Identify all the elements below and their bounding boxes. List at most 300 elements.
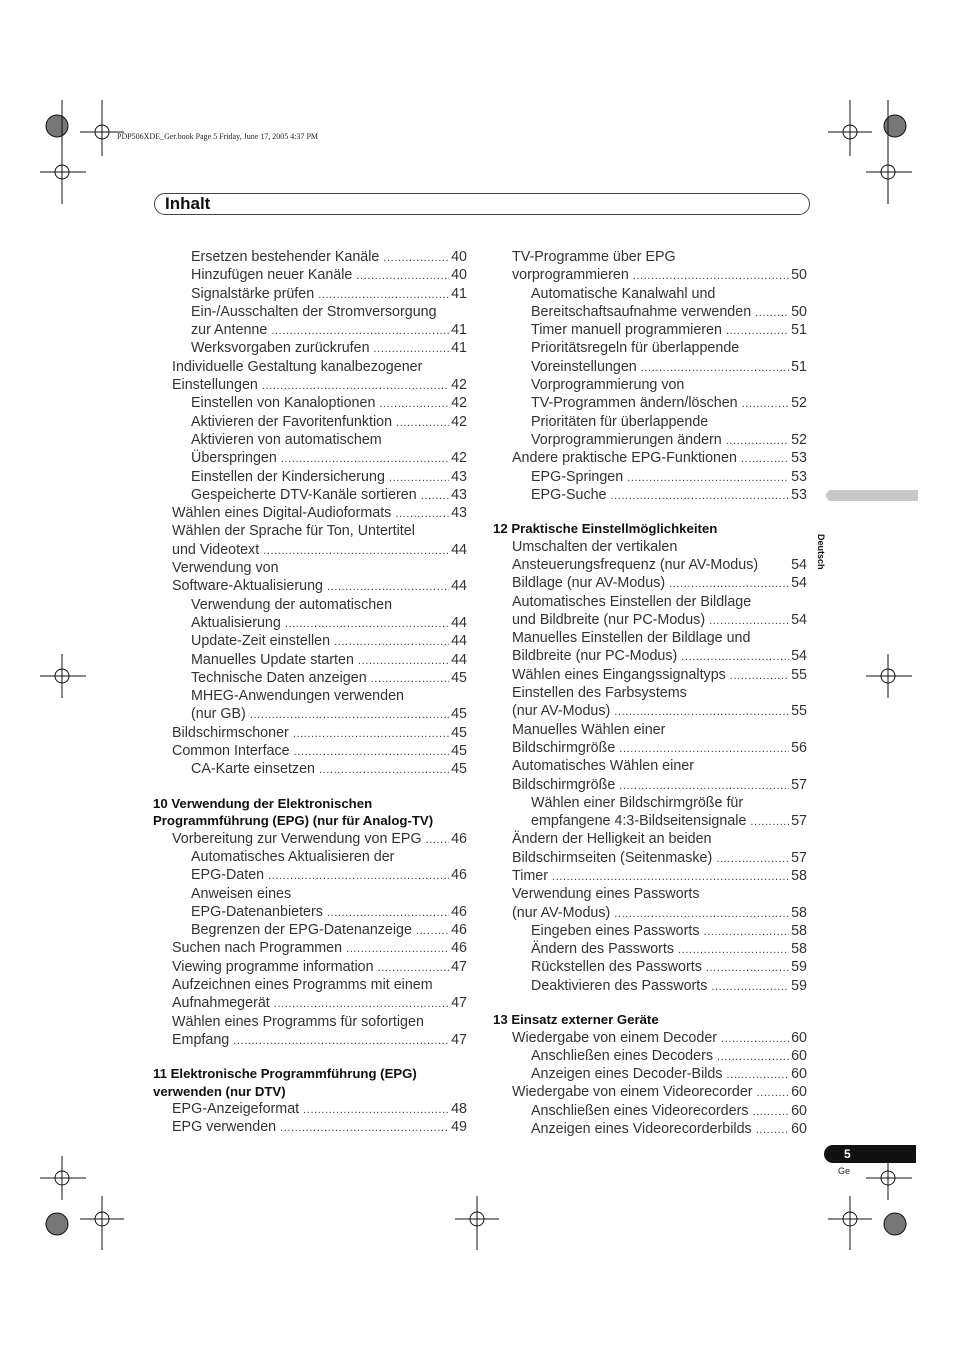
- toc-entry-title: Wählen eines Digital-Audioformats: [172, 505, 392, 522]
- toc-entry: [153, 651, 467, 669]
- toc-entry-line: [493, 413, 807, 431]
- toc-entry-title: Timer manuell programmieren: [531, 322, 722, 339]
- toc-leader-dots: [756, 1120, 789, 1138]
- toc-entry-line: [493, 285, 807, 303]
- book-file-info: PDP506XDE_Ger.book Page 5 Friday, June 17, 2005 4:37 PM: [117, 132, 319, 141]
- toc-leader-dots: [753, 1102, 790, 1120]
- toc-page-number: 43: [451, 505, 467, 522]
- toc-entry-title: Deaktivieren des Passworts: [531, 977, 708, 994]
- toc-entry-line: [493, 339, 807, 357]
- toc-entry-title: Ein-/Ausschalten der Stromversorgung: [191, 303, 437, 320]
- section-gap: [493, 995, 807, 1011]
- toc-entry: [493, 977, 807, 995]
- toc-page-number: 45: [451, 724, 467, 741]
- toc-chapter-heading: verwenden (nur DTV): [153, 1083, 286, 1099]
- toc-leader-dots: [327, 903, 449, 921]
- toc-entry-title: (nur AV-Modus): [512, 703, 611, 720]
- toc-entry-line: [153, 976, 467, 994]
- toc-entry-title: Verwendung von: [172, 560, 279, 577]
- toc-leader-dots: [742, 394, 789, 412]
- toc-entry-line: [493, 885, 807, 903]
- toc-entry-title: Umschalten der vertikalen: [512, 538, 678, 555]
- toc-entry-title: Anzeigen eines Decoder-Bilds: [531, 1066, 723, 1083]
- toc-entry: [153, 939, 467, 957]
- toc-entry: [493, 739, 807, 757]
- toc-page-number: 57: [791, 776, 807, 793]
- toc-entry-title: empfangene 4:3-Bildseitensignale: [531, 813, 747, 830]
- toc-entry-line: [493, 538, 807, 556]
- toc-leader-dots: [262, 376, 449, 394]
- toc-page-number: 54: [791, 556, 807, 573]
- toc-leader-dots: [627, 468, 789, 486]
- toc-entry: [153, 468, 467, 486]
- toc-leader-dots: [716, 849, 789, 867]
- toc-entry: [153, 760, 467, 778]
- toc-entry-line: [153, 303, 467, 321]
- toc-entry-title: Manuelles Update starten: [191, 651, 354, 668]
- toc-leader-dots: [233, 1031, 449, 1049]
- toc-entry-title: Bildschirmgröße: [512, 776, 616, 793]
- toc-page-number: 45: [451, 669, 467, 686]
- toc-entry: [493, 922, 807, 940]
- toc-page-number: 44: [451, 578, 467, 595]
- toc-leader-dots: [358, 651, 449, 669]
- toc-entry: [493, 321, 807, 339]
- toc-entry: [493, 394, 807, 412]
- toc-leader-dots: [681, 647, 789, 665]
- toc-page-number: 60: [791, 1084, 807, 1101]
- toc-entry: [153, 705, 467, 723]
- toc-leader-dots: [711, 977, 789, 995]
- toc-entry: [153, 376, 467, 394]
- toc-leader-dots: [552, 867, 789, 885]
- toc-entry-title: Anschließen eines Decoders: [531, 1047, 713, 1064]
- page-number: 5: [844, 1147, 851, 1161]
- toc-page-number: 60: [791, 1121, 807, 1138]
- toc-page-number: 53: [791, 450, 807, 467]
- toc-entry-line: [153, 358, 467, 376]
- toc-entry-title: Bildlage (nur AV-Modus): [512, 575, 666, 592]
- toc-entry-line: [493, 629, 807, 647]
- toc-entry: [493, 486, 807, 504]
- toc-entry: [493, 611, 807, 629]
- toc-leader-dots: [757, 1083, 790, 1101]
- toc-entry: [493, 1102, 807, 1120]
- toc-leader-dots: [709, 611, 789, 629]
- toc-entry-title: Überspringen: [191, 450, 277, 467]
- toc-page-number: 51: [791, 358, 807, 375]
- toc-leader-dots: [611, 486, 790, 504]
- toc-leader-dots: [271, 321, 449, 339]
- toc-leader-dots: [285, 614, 449, 632]
- toc-leader-dots: [717, 1047, 789, 1065]
- toc-entry-title: Update-Zeit einstellen: [191, 633, 331, 650]
- toc-leader-dots: [726, 431, 789, 449]
- page-language-code: Ge: [838, 1166, 851, 1176]
- toc-entry: [153, 577, 467, 595]
- toc-leader-dots: [281, 449, 449, 467]
- toc-entry: [153, 1031, 467, 1049]
- toc-entry: [493, 666, 807, 684]
- toc-entry: [493, 1029, 807, 1047]
- toc-page-number: 46: [451, 867, 467, 884]
- toc-leader-dots: [374, 339, 450, 357]
- toc-leader-dots: [379, 394, 449, 412]
- toc-entry-title: EPG-Springen: [531, 468, 624, 485]
- toc-entry: [153, 413, 467, 431]
- toc-entry-title: Technische Daten anzeigen: [191, 669, 367, 686]
- toc-entry: [153, 1118, 467, 1136]
- toc-entry-line: [493, 830, 807, 848]
- toc-entry-title: Aktivieren der Favoritenfunktion: [191, 413, 393, 430]
- toc-leader-dots: [327, 577, 449, 595]
- page-title: Inhalt: [165, 194, 211, 213]
- toc-leader-dots: [721, 1029, 789, 1047]
- toc-entry: [493, 556, 807, 574]
- toc-entry-title: zur Antenne: [191, 322, 268, 339]
- toc-page-number: 45: [451, 706, 467, 723]
- toc-page-number: 55: [791, 703, 807, 720]
- toc-entry-title: Rückstellen des Passworts: [531, 959, 702, 976]
- toc-chapter-heading: 11 Elektronische Programmführung (EPG): [153, 1066, 417, 1082]
- toc-leader-dots: [726, 321, 789, 339]
- toc-entry-title: Wählen der Sprache für Ton, Untertitel: [172, 523, 415, 540]
- toc-entry: [493, 958, 807, 976]
- toc-entry-title: Vorprogrammierungen ändern: [531, 431, 722, 448]
- toc-entry-title: Viewing programme information: [172, 958, 374, 975]
- toc-entry-title: Anweisen eines: [191, 885, 292, 902]
- toc-leader-dots: [416, 921, 449, 939]
- toc-entry: [493, 358, 807, 376]
- toc-entry-title: Manuelles Einstellen der Bildlage und: [512, 630, 751, 647]
- toc-entry-title: Begrenzen der EPG-Datenanzeige: [191, 922, 412, 939]
- toc-chapter-heading: 12 Praktische Einstellmöglichkeiten: [493, 521, 718, 537]
- toc-page-number: 53: [791, 468, 807, 485]
- toc-page-number: 44: [451, 633, 467, 650]
- toc-entry-title: Automatisches Wählen einer: [512, 758, 694, 775]
- toc-entry: [493, 849, 807, 867]
- toc-left-column: [153, 248, 467, 1137]
- toc-entry-title: Automatisches Einstellen der Bildlage: [512, 593, 752, 610]
- toc-leader-dots: [614, 904, 789, 922]
- toc-entry-title: Empfang: [172, 1031, 230, 1048]
- toc-entry-title: Wählen einer Bildschirmgröße für: [531, 794, 744, 811]
- toc-entry-title: vorprogrammieren: [512, 267, 629, 284]
- toc-entry: [153, 669, 467, 687]
- toc-entry: [493, 702, 807, 720]
- toc-entry-title: EPG-Datenanbieters: [191, 903, 323, 920]
- toc-page-number: 50: [791, 303, 807, 320]
- toc-page-number: 49: [451, 1119, 467, 1136]
- toc-entry: [153, 541, 467, 559]
- toc-entry-title: Ändern des Passworts: [531, 941, 675, 958]
- toc-entry-title: Common Interface: [172, 743, 290, 760]
- toc-entry-title: Software-Aktualisierung: [172, 578, 323, 595]
- toc-leader-dots: [633, 266, 789, 284]
- toc-entry-title: Ersetzen bestehender Kanäle: [191, 249, 380, 265]
- toc-page-number: 42: [451, 377, 467, 394]
- toc-entry-line: [153, 885, 467, 903]
- toc-page-number: 41: [451, 340, 467, 357]
- toc-entry-title: Wählen eines Eingangssignaltyps: [512, 666, 726, 683]
- toc-page-number: 45: [451, 743, 467, 760]
- toc-entry: [153, 248, 467, 266]
- toc-page-number: 52: [791, 395, 807, 412]
- toc-entry-line: [153, 431, 467, 449]
- page-number-badge: [824, 1145, 916, 1163]
- toc-page-number: 50: [791, 267, 807, 284]
- toc-entry: [493, 776, 807, 794]
- toc-entry-line: [153, 1013, 467, 1031]
- toc-entry: [493, 574, 807, 592]
- toc-entry-title: Automatisches Aktualisieren der: [191, 848, 395, 865]
- toc-entry: [493, 647, 807, 665]
- toc-page-number: 54: [791, 648, 807, 665]
- toc-leader-dots: [334, 632, 449, 650]
- toc-page-number: 54: [791, 575, 807, 592]
- toc-page-number: 57: [791, 849, 807, 866]
- toc-page-number: 44: [451, 651, 467, 668]
- toc-entry-title: Andere praktische EPG-Funktionen: [512, 450, 737, 467]
- toc-page-number: 43: [451, 468, 467, 485]
- toc-page-number: 57: [791, 813, 807, 830]
- toc-page-number: 54: [791, 611, 807, 628]
- toc-page-number: 56: [791, 739, 807, 756]
- toc-entry: [153, 266, 467, 284]
- toc-leader-dots: [319, 760, 449, 778]
- toc-page-number: 60: [791, 1066, 807, 1083]
- toc-entry: [493, 904, 807, 922]
- toc-entry: [493, 1047, 807, 1065]
- toc-entry: [153, 632, 467, 650]
- toc-entry: [153, 742, 467, 760]
- toc-entry-title: Gespeicherte DTV-Kanäle sortieren: [191, 486, 417, 503]
- toc-entry-line: [153, 522, 467, 540]
- toc-page-number: 52: [791, 431, 807, 448]
- toc-entry-line: [153, 848, 467, 866]
- toc-entry-title: Bildbreite (nur PC-Modus): [512, 648, 678, 665]
- toc-entry-title: Eingeben eines Passworts: [531, 922, 700, 939]
- toc-leader-dots: [383, 248, 449, 266]
- toc-leader-dots: [755, 303, 789, 321]
- toc-entry-title: und Bildbreite (nur PC-Modus): [512, 611, 706, 628]
- toc-right-column: [493, 248, 807, 1138]
- toc-entry: [493, 940, 807, 958]
- toc-page-number: 59: [791, 959, 807, 976]
- toc-page-number: 48: [451, 1101, 467, 1118]
- toc-entry: [493, 1083, 807, 1101]
- toc-page-number: 46: [451, 922, 467, 939]
- toc-chapter-heading: 10 Verwendung der Elektronischen: [153, 795, 373, 811]
- toc-leader-dots: [294, 742, 449, 760]
- toc-entry-line: [493, 794, 807, 812]
- toc-page-number: 58: [791, 868, 807, 884]
- toc-entry-title: Vorbereitung zur Verwendung von EPG: [172, 830, 422, 847]
- toc-entry-title: Aktivieren von automatischem: [191, 431, 382, 448]
- toc-entry: [153, 830, 467, 848]
- toc-leader-dots: [703, 922, 789, 940]
- toc-entry-title: Automatische Kanalwahl und: [531, 285, 716, 302]
- toc-entry-line: [493, 376, 807, 394]
- toc-leader-dots: [619, 739, 789, 757]
- toc-entry-line: [493, 593, 807, 611]
- toc-page-number: 46: [451, 903, 467, 920]
- toc-entry-title: Verwendung der automatischen: [191, 596, 393, 613]
- toc-entry: [153, 394, 467, 412]
- toc-entry: [153, 866, 467, 884]
- toc-entry-title: TV-Programmen ändern/löschen: [531, 395, 738, 412]
- toc-leader-dots: [280, 1118, 449, 1136]
- toc-entry-line: [493, 684, 807, 702]
- toc-leader-dots: [395, 504, 449, 522]
- toc-leader-dots: [619, 776, 789, 794]
- toc-page-number: 47: [451, 995, 467, 1012]
- toc-entry-title: Ansteuerungsfrequenz (nur AV-Modus): [512, 556, 759, 573]
- section-tab: [826, 490, 918, 501]
- toc-leader-dots: [263, 541, 449, 559]
- language-side-label: Deutsch: [816, 534, 826, 570]
- toc-leader-dots: [669, 574, 789, 592]
- toc-entry: [153, 486, 467, 504]
- toc-page-number: 46: [451, 830, 467, 847]
- toc-entry: [153, 724, 467, 742]
- toc-entry-title: Einstellen der Kindersicherung: [191, 468, 385, 485]
- toc-page-number: 58: [791, 904, 807, 921]
- toc-leader-dots: [274, 994, 449, 1012]
- section-gap: [153, 779, 467, 795]
- section-gap: [153, 1049, 467, 1065]
- toc-entry: [493, 303, 807, 321]
- toc-entry: [493, 1120, 807, 1138]
- toc-entry-title: Prioritätsregeln für überlappende: [531, 340, 740, 357]
- toc-entry-title: CA-Karte einsetzen: [191, 761, 315, 778]
- toc-leader-dots: [678, 940, 789, 958]
- toc-entry-title: Wiedergabe von einem Videorecorder: [512, 1084, 753, 1101]
- toc-leader-dots: [727, 1065, 790, 1083]
- toc-entry-title: Bildschirmgröße: [512, 739, 616, 756]
- toc-entry-title: Bildschirmseiten (Seitenmaske): [512, 849, 713, 866]
- toc-page-number: 55: [791, 666, 807, 683]
- toc-chapter-heading: Programmführung (EPG) (nur für Analog-TV): [153, 813, 434, 829]
- toc-entry-title: Anschließen eines Videorecorders: [531, 1102, 749, 1119]
- toc-entry-line: [153, 559, 467, 577]
- toc-entry-line: [493, 757, 807, 775]
- toc-page-number: 51: [791, 322, 807, 339]
- toc-page-number: 60: [791, 1102, 807, 1119]
- toc-entry: [153, 921, 467, 939]
- toc-page-number: 59: [791, 977, 807, 994]
- toc-page-number: 53: [791, 486, 807, 503]
- toc-entry-title: EPG-Suche: [531, 486, 607, 503]
- toc-page-number: 46: [451, 940, 467, 957]
- toc-entry-title: Wählen eines Programms für sofortigen: [172, 1013, 424, 1030]
- toc-page-number: 44: [451, 614, 467, 631]
- toc-page-number: 41: [451, 285, 467, 302]
- toc-page-number: 45: [451, 761, 467, 778]
- toc-page-number: 58: [791, 941, 807, 958]
- toc-entry-title: Bereitschaftsaufnahme verwenden: [531, 303, 752, 320]
- toc-entry: [153, 285, 467, 303]
- toc-entry-title: Prioritäten für überlappende: [531, 413, 709, 430]
- toc-entry-title: Wiedergabe von einem Decoder: [512, 1029, 718, 1046]
- section-gap: [493, 504, 807, 520]
- toc-entry-title: Einstellungen: [172, 377, 258, 394]
- toc-entry: [153, 449, 467, 467]
- toc-leader-dots: [421, 486, 449, 504]
- toc-leader-dots: [389, 468, 449, 486]
- toc-entry-title: Timer: [512, 868, 549, 884]
- toc-entry-title: Individuelle Gestaltung kanalbezogener: [172, 358, 423, 375]
- toc-page-number: 40: [451, 249, 467, 265]
- toc-page-number: 44: [451, 541, 467, 558]
- toc-entry-title: TV-Programme über EPG: [512, 249, 676, 265]
- toc-entry-title: Signalstärke prüfen: [191, 285, 315, 302]
- toc-entry-line: [153, 596, 467, 614]
- toc-chapter-heading: 13 Einsatz externer Geräte: [493, 1012, 659, 1028]
- toc-entry-title: Ändern der Helligkeit an beiden: [512, 831, 712, 848]
- toc-entry-title: Vorprogrammierung von: [531, 377, 685, 394]
- toc-page-number: 43: [451, 486, 467, 503]
- toc-entry: [153, 903, 467, 921]
- toc-entry-title: Werksvorgaben zurückrufen: [191, 340, 370, 357]
- toc-leader-dots: [730, 666, 789, 684]
- toc-page-number: 60: [791, 1029, 807, 1046]
- toc-leader-dots: [378, 958, 450, 976]
- toc-entry: [493, 867, 807, 885]
- toc-entry: [153, 958, 467, 976]
- toc-leader-dots: [346, 939, 449, 957]
- toc-entry: [493, 1065, 807, 1083]
- toc-entry-title: Einstellen von Kanaloptionen: [191, 395, 376, 412]
- toc-leader-dots: [750, 812, 789, 830]
- toc-entry-title: Manuelles Wählen einer: [512, 721, 666, 738]
- toc-page-number: 58: [791, 922, 807, 939]
- toc-page-number: 60: [791, 1047, 807, 1064]
- toc-leader-dots: [268, 866, 449, 884]
- toc-leader-dots: [250, 705, 449, 723]
- toc-leader-dots: [614, 702, 789, 720]
- toc-leader-dots: [303, 1100, 449, 1118]
- toc-entry-title: EPG verwenden: [172, 1119, 277, 1136]
- toc-leader-dots: [706, 958, 789, 976]
- page-title-bar: [154, 193, 810, 215]
- toc-page-number: 42: [451, 395, 467, 412]
- toc-entry-title: EPG-Daten: [191, 867, 265, 884]
- toc-entry-title: Aufzeichnen eines Programms mit einem: [172, 976, 433, 993]
- toc-page-number: 40: [451, 267, 467, 284]
- toc-entry: [153, 504, 467, 522]
- toc-entry: [153, 339, 467, 357]
- toc-entry-title: und Videotext: [172, 541, 260, 558]
- toc-entry-line: [153, 687, 467, 705]
- toc-entry-title: Anzeigen eines Videorecorderbilds: [531, 1121, 752, 1138]
- toc-leader-dots: [396, 413, 449, 431]
- toc-page-number: 47: [451, 958, 467, 975]
- toc-entry-line: [493, 721, 807, 739]
- toc-entry: [153, 321, 467, 339]
- toc-entry: [493, 468, 807, 486]
- toc-entry: [153, 1100, 467, 1118]
- toc-entry-title: Voreinstellungen: [531, 358, 637, 375]
- toc-entry: [493, 431, 807, 449]
- toc-page-number: 42: [451, 413, 467, 430]
- toc-entry-title: EPG-Anzeigeformat: [172, 1101, 300, 1118]
- toc-entry-title: MHEG-Anwendungen verwenden: [191, 688, 404, 705]
- toc-leader-dots: [426, 830, 450, 848]
- toc-entry-title: Suchen nach Programmen: [172, 940, 343, 957]
- toc-leader-dots: [741, 449, 789, 467]
- toc-leader-dots: [371, 669, 449, 687]
